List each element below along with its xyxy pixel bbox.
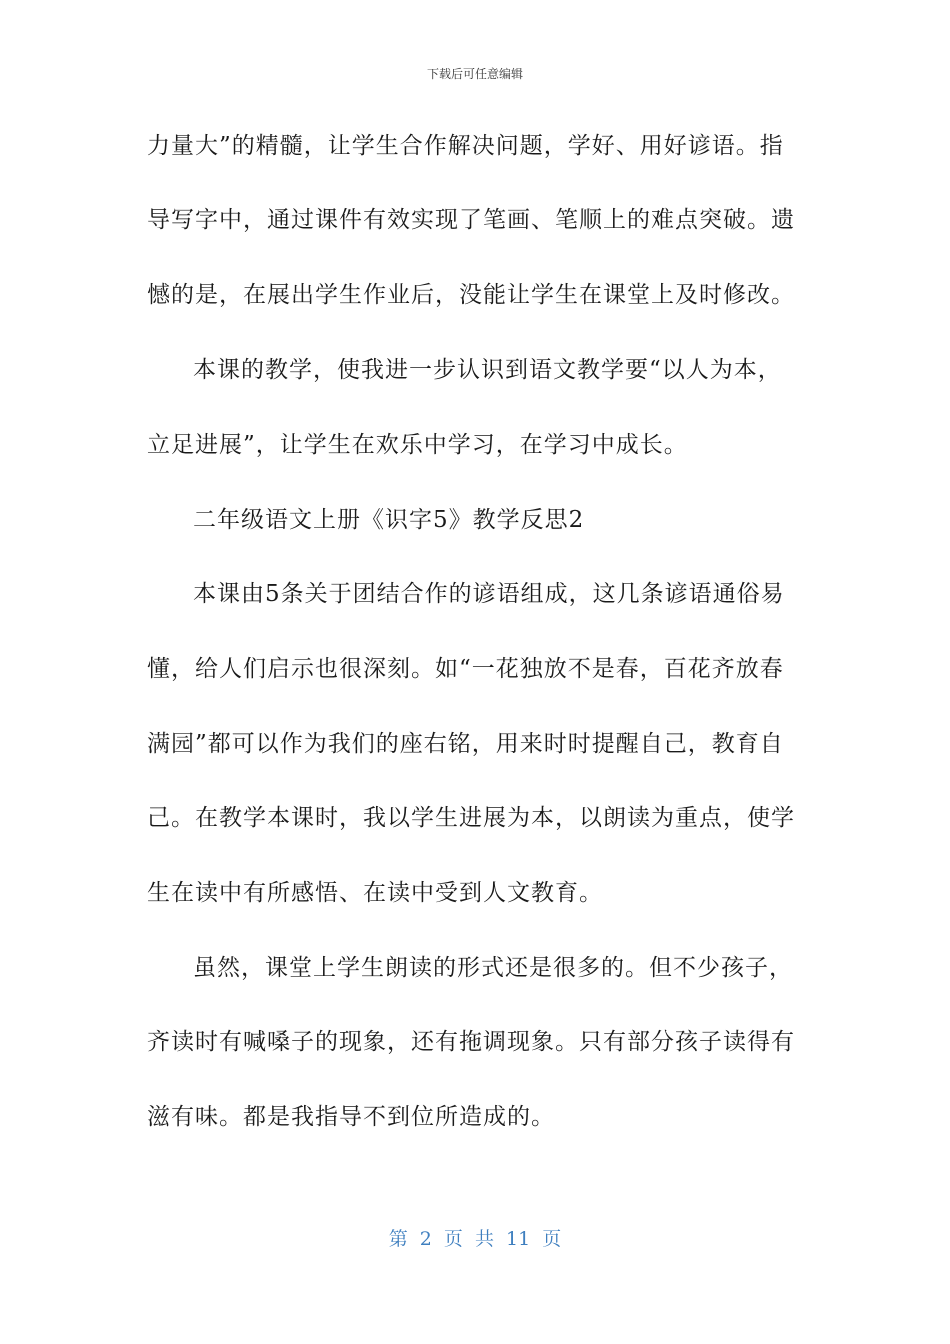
body-line: 生在读中有所感悟、在读中受到人文教育。 — [147, 880, 603, 906]
page-header: 下载后可任意编辑 — [426, 67, 523, 81]
body-line: 滋有味。都是我指导不到位所造成的。 — [147, 1104, 555, 1130]
body-line: 立足进展”，让学生在欢乐中学习，在学习中成长。 — [147, 432, 688, 458]
paragraph-start-line: 本课由5条关于团结合作的谚语组成，这几条谚语通俗易 — [193, 581, 785, 607]
body-line: 齐读时有喊嗓子的现象，还有拖调现象。只有部分孩子读得有 — [147, 1029, 795, 1055]
page-number: 第 2 页 共 11 页 — [388, 1228, 562, 1250]
body-line: 导写字中，通过课件有效实现了笔画、笔顺上的难点突破。遗 — [147, 207, 795, 233]
body-line: 力量大”的精髓，让学生合作解决问题，学好、用好谚语。指 — [147, 133, 784, 159]
section-heading: 二年级语文上册《识字5》教学反思2 — [193, 507, 585, 533]
body-line: 己。在教学本课时，我以学生进展为本，以朗读为重点，使学 — [147, 805, 795, 831]
paragraph-start-line: 本课的教学，使我进一步认识到语文教学要“以人为本， — [193, 357, 782, 383]
body-line: 憾的是，在展出学生作业后，没能让学生在课堂上及时修改。 — [147, 282, 795, 308]
body-line: 懂，给人们启示也很深刻。如“一花独放不是春，百花齐放春 — [147, 656, 784, 682]
paragraph-start-line: 虽然，课堂上学生朗读的形式还是很多的。但不少孩子， — [193, 955, 793, 981]
body-line: 满园”都可以作为我们的座右铭，用来时时提醒自己，教育自 — [147, 731, 784, 757]
